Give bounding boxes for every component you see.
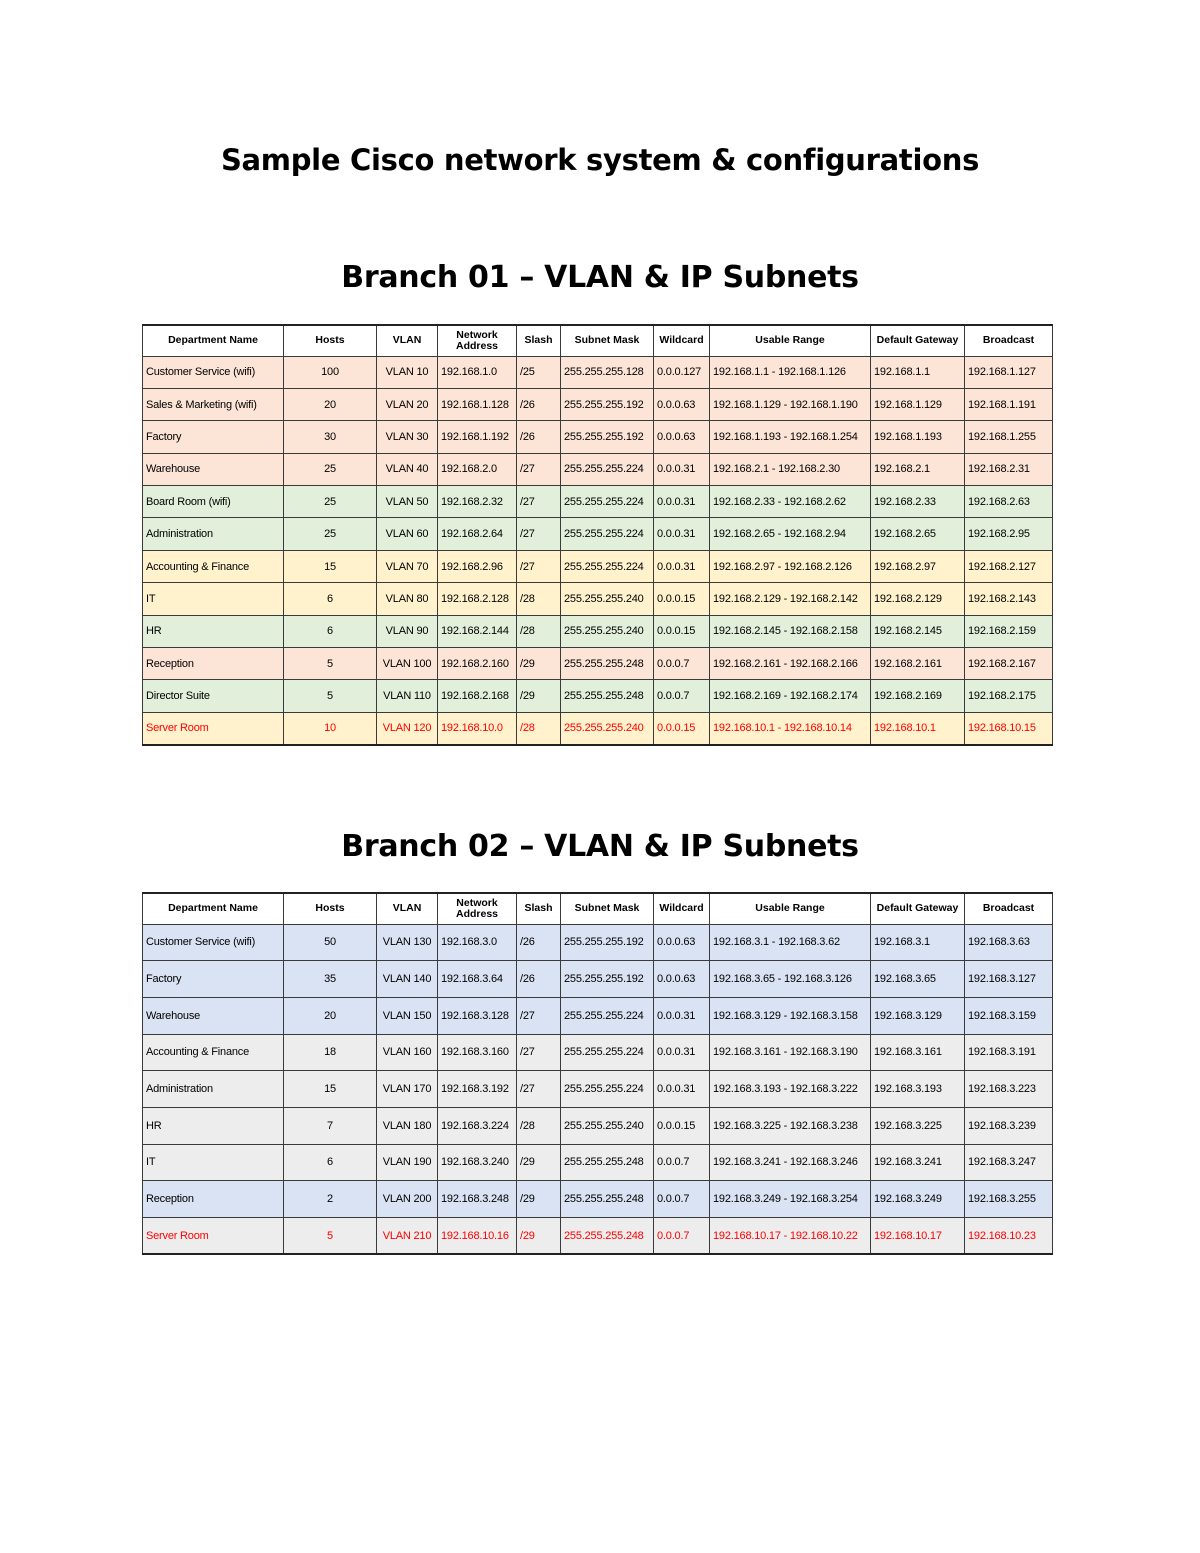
column-header-wildcard: Wildcard (654, 893, 710, 924)
table-row (143, 680, 1053, 712)
table-row (143, 583, 1053, 615)
vlan-cell: VLAN 20 (377, 388, 438, 420)
usable-range-cell: 192.168.1.1 - 192.168.1.126 (710, 356, 871, 388)
hosts-cell: 5 (284, 680, 377, 712)
table-row (143, 518, 1053, 550)
hosts-cell: 35 (284, 961, 377, 998)
network-address-cell: 192.168.3.160 (438, 1034, 517, 1071)
table-row (143, 453, 1053, 485)
default-gateway-cell: 192.168.10.17 (871, 1218, 965, 1255)
table-row (143, 1107, 1053, 1144)
usable-range-cell: 192.168.3.65 - 192.168.3.126 (710, 961, 871, 998)
vlan-cell: VLAN 160 (377, 1034, 438, 1071)
subnet-mask-cell: 255.255.255.224 (561, 453, 654, 485)
vlan-cell: VLAN 200 (377, 1181, 438, 1218)
table-row (143, 1144, 1053, 1181)
broadcast-cell: 192.168.1.191 (965, 388, 1053, 420)
default-gateway-cell: 192.168.2.129 (871, 583, 965, 615)
usable-range-cell: 192.168.2.129 - 192.168.2.142 (710, 583, 871, 615)
usable-range-cell: 192.168.10.17 - 192.168.10.22 (710, 1218, 871, 1255)
department-cell: Server Room (143, 712, 284, 744)
network-address-cell: 192.168.3.224 (438, 1107, 517, 1144)
hosts-cell: 25 (284, 453, 377, 485)
subnet-mask-cell: 255.255.255.240 (561, 583, 654, 615)
broadcast-cell: 192.168.3.159 (965, 997, 1053, 1034)
vlan-cell: VLAN 180 (377, 1107, 438, 1144)
default-gateway-cell: 192.168.2.145 (871, 615, 965, 647)
column-header-broadcast: Broadcast (965, 325, 1053, 356)
vlan-cell: VLAN 30 (377, 421, 438, 453)
default-gateway-cell: 192.168.3.161 (871, 1034, 965, 1071)
broadcast-cell: 192.168.2.175 (965, 680, 1053, 712)
broadcast-cell: 192.168.3.255 (965, 1181, 1053, 1218)
department-cell: HR (143, 615, 284, 647)
hosts-cell: 25 (284, 518, 377, 550)
default-gateway-cell: 192.168.2.97 (871, 550, 965, 582)
slash-cell: /28 (517, 615, 561, 647)
subnet-mask-cell: 255.255.255.128 (561, 356, 654, 388)
vlan-cell: VLAN 190 (377, 1144, 438, 1181)
network-address-cell: 192.168.10.0 (438, 712, 517, 744)
department-cell: Board Room (wifi) (143, 486, 284, 518)
network-address-cell: 192.168.3.192 (438, 1071, 517, 1108)
slash-cell: /28 (517, 1107, 561, 1144)
column-header-slash: Slash (517, 893, 561, 924)
default-gateway-cell: 192.168.1.193 (871, 421, 965, 453)
slash-cell: /27 (517, 486, 561, 518)
broadcast-cell: 192.168.3.63 (965, 924, 1053, 961)
wildcard-cell: 0.0.0.31 (654, 997, 710, 1034)
vlan-cell: VLAN 100 (377, 648, 438, 680)
table-row (143, 1218, 1053, 1255)
slash-cell: /27 (517, 518, 561, 550)
wildcard-cell: 0.0.0.15 (654, 1107, 710, 1144)
subnet-mask-cell: 255.255.255.224 (561, 1071, 654, 1108)
vlan-cell: VLAN 70 (377, 550, 438, 582)
column-header-vlan: VLAN (377, 325, 438, 356)
broadcast-cell: 192.168.10.23 (965, 1218, 1053, 1255)
table-row (143, 356, 1053, 388)
usable-range-cell: 192.168.10.1 - 192.168.10.14 (710, 712, 871, 744)
vlan-cell: VLAN 60 (377, 518, 438, 550)
wildcard-cell: 0.0.0.63 (654, 421, 710, 453)
department-cell: Administration (143, 1071, 284, 1108)
hosts-cell: 6 (284, 1144, 377, 1181)
default-gateway-cell: 192.168.3.249 (871, 1181, 965, 1218)
hosts-cell: 20 (284, 997, 377, 1034)
wildcard-cell: 0.0.0.7 (654, 680, 710, 712)
wildcard-cell: 0.0.0.127 (654, 356, 710, 388)
hosts-cell: 18 (284, 1034, 377, 1071)
department-cell: Customer Service (wifi) (143, 356, 284, 388)
vlan-cell: VLAN 210 (377, 1218, 438, 1255)
hosts-cell: 30 (284, 421, 377, 453)
subnet-mask-cell: 255.255.255.224 (561, 1034, 654, 1071)
wildcard-cell: 0.0.0.31 (654, 486, 710, 518)
subnet-mask-cell: 255.255.255.192 (561, 388, 654, 420)
usable-range-cell: 192.168.3.161 - 192.168.3.190 (710, 1034, 871, 1071)
broadcast-cell: 192.168.10.15 (965, 712, 1053, 744)
slash-cell: /28 (517, 712, 561, 744)
wildcard-cell: 0.0.0.31 (654, 518, 710, 550)
subnet-mask-cell: 255.255.255.248 (561, 1144, 654, 1181)
subnet-mask-cell: 255.255.255.248 (561, 1218, 654, 1255)
slash-cell: /28 (517, 583, 561, 615)
hosts-cell: 25 (284, 486, 377, 518)
vlan-cell: VLAN 40 (377, 453, 438, 485)
network-address-cell: 192.168.2.32 (438, 486, 517, 518)
slash-cell: /29 (517, 648, 561, 680)
usable-range-cell: 192.168.3.225 - 192.168.3.238 (710, 1107, 871, 1144)
network-address-cell: 192.168.2.96 (438, 550, 517, 582)
usable-range-cell: 192.168.3.193 - 192.168.3.222 (710, 1071, 871, 1108)
hosts-cell: 10 (284, 712, 377, 744)
table-row (143, 1034, 1053, 1071)
subnet-mask-cell: 255.255.255.224 (561, 550, 654, 582)
slash-cell: /27 (517, 550, 561, 582)
vlan-cell: VLAN 130 (377, 924, 438, 961)
column-header-default-gateway: Default Gateway (871, 325, 965, 356)
broadcast-cell: 192.168.1.127 (965, 356, 1053, 388)
usable-range-cell: 192.168.3.249 - 192.168.3.254 (710, 1181, 871, 1218)
wildcard-cell: 0.0.0.31 (654, 550, 710, 582)
department-cell: Customer Service (wifi) (143, 924, 284, 961)
hosts-cell: 50 (284, 924, 377, 961)
wildcard-cell: 0.0.0.15 (654, 712, 710, 744)
wildcard-cell: 0.0.0.7 (654, 1218, 710, 1255)
table-row (143, 388, 1053, 420)
vlan-cell: VLAN 150 (377, 997, 438, 1034)
wildcard-cell: 0.0.0.15 (654, 615, 710, 647)
table-row (143, 712, 1053, 744)
vlan-cell: VLAN 120 (377, 712, 438, 744)
usable-range-cell: 192.168.3.129 - 192.168.3.158 (710, 997, 871, 1034)
table-header-row (143, 893, 1053, 924)
default-gateway-cell: 192.168.3.193 (871, 1071, 965, 1108)
slash-cell: /25 (517, 356, 561, 388)
column-header-usable-range: Usable Range (710, 325, 871, 356)
default-gateway-cell: 192.168.3.1 (871, 924, 965, 961)
slash-cell: /26 (517, 421, 561, 453)
usable-range-cell: 192.168.2.65 - 192.168.2.94 (710, 518, 871, 550)
default-gateway-cell: 192.168.3.129 (871, 997, 965, 1034)
hosts-cell: 5 (284, 1218, 377, 1255)
wildcard-cell: 0.0.0.7 (654, 1181, 710, 1218)
subnet-mask-cell: 255.255.255.192 (561, 421, 654, 453)
subnet-mask-cell: 255.255.255.240 (561, 712, 654, 744)
slash-cell: /29 (517, 1181, 561, 1218)
vlan-cell: VLAN 50 (377, 486, 438, 518)
department-cell: Accounting & Finance (143, 1034, 284, 1071)
usable-range-cell: 192.168.2.1 - 192.168.2.30 (710, 453, 871, 485)
column-header-slash: Slash (517, 325, 561, 356)
table-row (143, 997, 1053, 1034)
wildcard-cell: 0.0.0.63 (654, 961, 710, 998)
vlan-cell: VLAN 170 (377, 1071, 438, 1108)
default-gateway-cell: 192.168.2.33 (871, 486, 965, 518)
department-cell: HR (143, 1107, 284, 1144)
default-gateway-cell: 192.168.1.1 (871, 356, 965, 388)
table-header-row (143, 325, 1053, 356)
hosts-cell: 2 (284, 1181, 377, 1218)
branch-01-subnet-table (142, 324, 1053, 746)
default-gateway-cell: 192.168.2.161 (871, 648, 965, 680)
vlan-cell: VLAN 110 (377, 680, 438, 712)
vlan-cell: VLAN 90 (377, 615, 438, 647)
network-address-cell: 192.168.2.160 (438, 648, 517, 680)
slash-cell: /29 (517, 1144, 561, 1181)
wildcard-cell: 0.0.0.31 (654, 1034, 710, 1071)
page-title: Sample Cisco network system & configurations (220, 143, 980, 177)
subnet-mask-cell: 255.255.255.248 (561, 680, 654, 712)
broadcast-cell: 192.168.3.223 (965, 1071, 1053, 1108)
slash-cell: /27 (517, 1034, 561, 1071)
wildcard-cell: 0.0.0.63 (654, 388, 710, 420)
hosts-cell: 6 (284, 615, 377, 647)
default-gateway-cell: 192.168.2.1 (871, 453, 965, 485)
hosts-cell: 6 (284, 583, 377, 615)
wildcard-cell: 0.0.0.31 (654, 453, 710, 485)
table-row (143, 1181, 1053, 1218)
default-gateway-cell: 192.168.3.65 (871, 961, 965, 998)
vlan-cell: VLAN 140 (377, 961, 438, 998)
department-cell: Director Suite (143, 680, 284, 712)
table-row (143, 550, 1053, 582)
subnet-mask-cell: 255.255.255.240 (561, 615, 654, 647)
network-address-cell: 192.168.3.0 (438, 924, 517, 961)
branch-02-table-body (143, 924, 1053, 1254)
hosts-cell: 5 (284, 648, 377, 680)
broadcast-cell: 192.168.3.191 (965, 1034, 1053, 1071)
hosts-cell: 15 (284, 1071, 377, 1108)
wildcard-cell: 0.0.0.63 (654, 924, 710, 961)
network-address-cell: 192.168.1.192 (438, 421, 517, 453)
subnet-mask-cell: 255.255.255.248 (561, 648, 654, 680)
column-header-vlan: VLAN (377, 893, 438, 924)
subnet-mask-cell: 255.255.255.224 (561, 997, 654, 1034)
department-cell: Reception (143, 648, 284, 680)
default-gateway-cell: 192.168.3.241 (871, 1144, 965, 1181)
hosts-cell: 100 (284, 356, 377, 388)
network-address-cell: 192.168.3.64 (438, 961, 517, 998)
network-address-cell: 192.168.2.64 (438, 518, 517, 550)
department-cell: Warehouse (143, 453, 284, 485)
broadcast-cell: 192.168.2.159 (965, 615, 1053, 647)
network-address-cell: 192.168.3.128 (438, 997, 517, 1034)
default-gateway-cell: 192.168.2.65 (871, 518, 965, 550)
slash-cell: /27 (517, 1071, 561, 1108)
network-address-cell: 192.168.2.168 (438, 680, 517, 712)
department-cell: Server Room (143, 1218, 284, 1255)
subnet-mask-cell: 255.255.255.192 (561, 961, 654, 998)
branch-02-subnet-table (142, 892, 1053, 1255)
column-header-department: Department Name (143, 893, 284, 924)
branch-01-table-body (143, 356, 1053, 745)
broadcast-cell: 192.168.3.239 (965, 1107, 1053, 1144)
vlan-cell: VLAN 80 (377, 583, 438, 615)
default-gateway-cell: 192.168.3.225 (871, 1107, 965, 1144)
column-header-network-address: Network Address (438, 893, 517, 924)
wildcard-cell: 0.0.0.7 (654, 1144, 710, 1181)
branch-01-heading: Branch 01 – VLAN & IP Subnets (341, 260, 859, 295)
department-cell: Factory (143, 961, 284, 998)
table-row (143, 486, 1053, 518)
broadcast-cell: 192.168.2.143 (965, 583, 1053, 615)
network-address-cell: 192.168.1.128 (438, 388, 517, 420)
usable-range-cell: 192.168.2.145 - 192.168.2.158 (710, 615, 871, 647)
vlan-cell: VLAN 10 (377, 356, 438, 388)
subnet-mask-cell: 255.255.255.240 (561, 1107, 654, 1144)
table-row (143, 961, 1053, 998)
usable-range-cell: 192.168.2.97 - 192.168.2.126 (710, 550, 871, 582)
column-header-hosts: Hosts (284, 893, 377, 924)
hosts-cell: 7 (284, 1107, 377, 1144)
slash-cell: /26 (517, 924, 561, 961)
branch-02-heading: Branch 02 – VLAN & IP Subnets (341, 829, 859, 864)
broadcast-cell: 192.168.2.167 (965, 648, 1053, 680)
slash-cell: /26 (517, 388, 561, 420)
slash-cell: /27 (517, 453, 561, 485)
subnet-mask-cell: 255.255.255.224 (561, 518, 654, 550)
broadcast-cell: 192.168.2.63 (965, 486, 1053, 518)
usable-range-cell: 192.168.2.33 - 192.168.2.62 (710, 486, 871, 518)
table-row (143, 615, 1053, 647)
broadcast-cell: 192.168.2.31 (965, 453, 1053, 485)
department-cell: Administration (143, 518, 284, 550)
wildcard-cell: 0.0.0.7 (654, 648, 710, 680)
network-address-cell: 192.168.3.240 (438, 1144, 517, 1181)
column-header-default-gateway: Default Gateway (871, 893, 965, 924)
wildcard-cell: 0.0.0.15 (654, 583, 710, 615)
usable-range-cell: 192.168.1.193 - 192.168.1.254 (710, 421, 871, 453)
wildcard-cell: 0.0.0.31 (654, 1071, 710, 1108)
subnet-mask-cell: 255.255.255.224 (561, 486, 654, 518)
slash-cell: /26 (517, 961, 561, 998)
default-gateway-cell: 192.168.1.129 (871, 388, 965, 420)
broadcast-cell: 192.168.2.95 (965, 518, 1053, 550)
broadcast-cell: 192.168.3.127 (965, 961, 1053, 998)
network-address-cell: 192.168.2.128 (438, 583, 517, 615)
column-header-usable-range: Usable Range (710, 893, 871, 924)
default-gateway-cell: 192.168.10.1 (871, 712, 965, 744)
column-header-department: Department Name (143, 325, 284, 356)
column-header-hosts: Hosts (284, 325, 377, 356)
network-address-cell: 192.168.3.248 (438, 1181, 517, 1218)
hosts-cell: 20 (284, 388, 377, 420)
column-header-subnet-mask: Subnet Mask (561, 893, 654, 924)
department-cell: Accounting & Finance (143, 550, 284, 582)
usable-range-cell: 192.168.3.241 - 192.168.3.246 (710, 1144, 871, 1181)
hosts-cell: 15 (284, 550, 377, 582)
broadcast-cell: 192.168.2.127 (965, 550, 1053, 582)
default-gateway-cell: 192.168.2.169 (871, 680, 965, 712)
slash-cell: /27 (517, 997, 561, 1034)
network-address-cell: 192.168.10.16 (438, 1218, 517, 1255)
column-header-subnet-mask: Subnet Mask (561, 325, 654, 356)
table-row (143, 1071, 1053, 1108)
slash-cell: /29 (517, 1218, 561, 1255)
network-address-cell: 192.168.2.144 (438, 615, 517, 647)
department-cell: Warehouse (143, 997, 284, 1034)
broadcast-cell: 192.168.3.247 (965, 1144, 1053, 1181)
department-cell: Sales & Marketing (wifi) (143, 388, 284, 420)
slash-cell: /29 (517, 680, 561, 712)
department-cell: Reception (143, 1181, 284, 1218)
department-cell: IT (143, 1144, 284, 1181)
network-address-cell: 192.168.1.0 (438, 356, 517, 388)
usable-range-cell: 192.168.2.161 - 192.168.2.166 (710, 648, 871, 680)
subnet-mask-cell: 255.255.255.248 (561, 1181, 654, 1218)
subnet-mask-cell: 255.255.255.192 (561, 924, 654, 961)
usable-range-cell: 192.168.3.1 - 192.168.3.62 (710, 924, 871, 961)
department-cell: IT (143, 583, 284, 615)
column-header-wildcard: Wildcard (654, 325, 710, 356)
department-cell: Factory (143, 421, 284, 453)
network-address-cell: 192.168.2.0 (438, 453, 517, 485)
table-row (143, 421, 1053, 453)
table-row (143, 648, 1053, 680)
usable-range-cell: 192.168.1.129 - 192.168.1.190 (710, 388, 871, 420)
table-row (143, 924, 1053, 961)
column-header-broadcast: Broadcast (965, 893, 1053, 924)
column-header-network-address: Network Address (438, 325, 517, 356)
usable-range-cell: 192.168.2.169 - 192.168.2.174 (710, 680, 871, 712)
broadcast-cell: 192.168.1.255 (965, 421, 1053, 453)
